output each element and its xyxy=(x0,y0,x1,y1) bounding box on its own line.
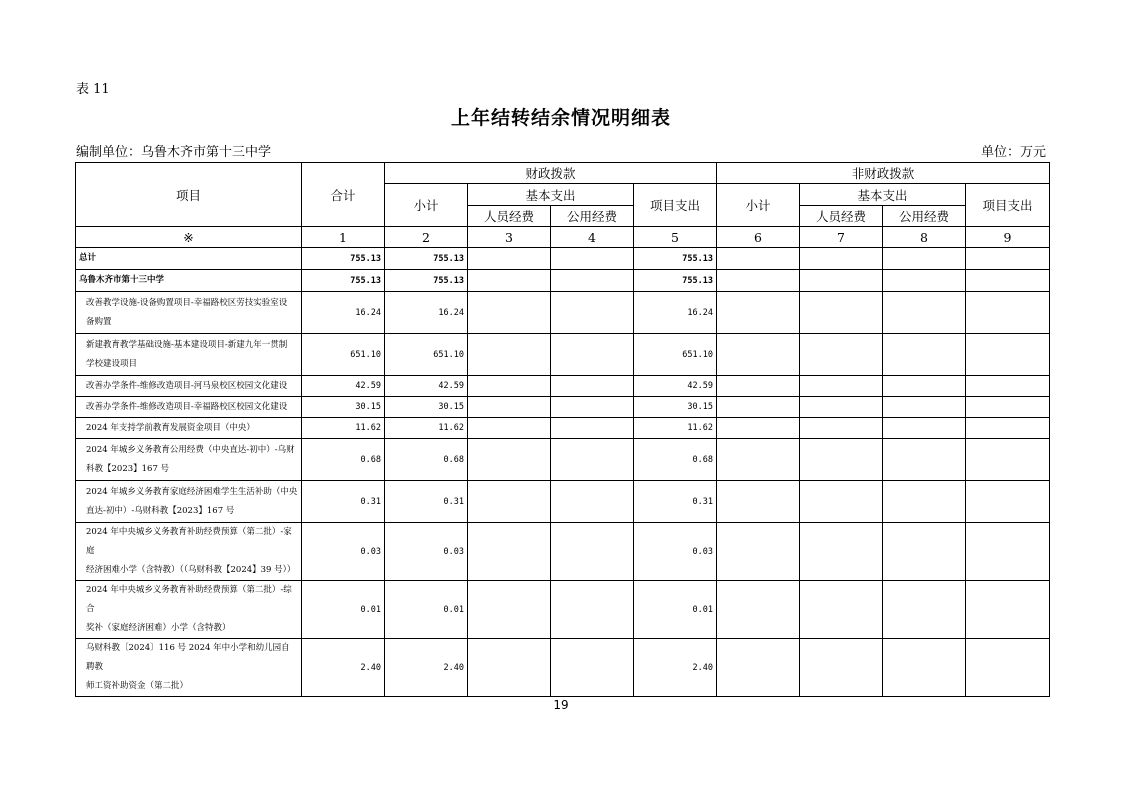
cell-nonfiscal-subtotal xyxy=(717,248,800,270)
table-row xyxy=(76,481,1050,523)
table-row xyxy=(76,418,1050,439)
cell-fiscal-personnel xyxy=(468,639,551,697)
cell-nonfiscal-project xyxy=(966,397,1050,418)
cell-fiscal-public xyxy=(551,523,634,581)
row-name xyxy=(76,523,302,581)
cell-nonfiscal-project xyxy=(966,639,1050,697)
cell-total: 0.03 xyxy=(302,523,385,581)
cell-fiscal-subtotal: 651.10 xyxy=(385,334,468,376)
cell-nonfiscal-personnel xyxy=(800,639,883,697)
row-name-line: 2024 年中央城乡义务教育补助经费预算（第二批）-家庭 xyxy=(86,527,292,556)
cell-total: 30.15 xyxy=(302,397,385,418)
cell-nonfiscal-project xyxy=(966,481,1050,523)
column-index: 8 xyxy=(883,227,966,248)
header-fiscal-basic-expenditure: 基本支出 xyxy=(468,184,634,206)
row-name: 乌鲁木齐市第十三中学 xyxy=(76,270,302,292)
carryover-balance-table xyxy=(75,162,1050,697)
table-row xyxy=(76,439,1050,481)
cell-nonfiscal-public xyxy=(883,397,966,418)
table-number: 表 11 xyxy=(76,82,110,97)
cell-fiscal-public xyxy=(551,581,634,639)
cell-total: 0.68 xyxy=(302,439,385,481)
column-index-row xyxy=(76,227,1050,248)
cell-fiscal-project: 0.31 xyxy=(634,481,717,523)
cell-nonfiscal-public xyxy=(883,639,966,697)
cell-fiscal-public xyxy=(551,292,634,334)
cell-fiscal-subtotal: 11.62 xyxy=(385,418,468,439)
header-fiscal-public: 公用经费 xyxy=(551,206,634,227)
cell-nonfiscal-project xyxy=(966,292,1050,334)
row-name xyxy=(76,581,302,639)
table-row xyxy=(76,639,1050,697)
cell-nonfiscal-subtotal xyxy=(717,439,800,481)
cell-fiscal-project: 755.13 xyxy=(634,270,717,292)
cell-nonfiscal-personnel xyxy=(800,523,883,581)
cell-nonfiscal-public xyxy=(883,418,966,439)
cell-nonfiscal-personnel xyxy=(800,292,883,334)
column-index: 1 xyxy=(302,227,385,248)
row-name xyxy=(76,481,302,523)
cell-total: 755.13 xyxy=(302,270,385,292)
cell-fiscal-personnel xyxy=(468,439,551,481)
cell-nonfiscal-subtotal xyxy=(717,481,800,523)
cell-fiscal-project: 42.59 xyxy=(634,376,717,397)
cell-fiscal-subtotal: 755.13 xyxy=(385,248,468,270)
header-non-fiscal-appropriation: 非财政拨款 xyxy=(717,163,1050,184)
cell-fiscal-project: 0.03 xyxy=(634,523,717,581)
cell-fiscal-public xyxy=(551,376,634,397)
header-nonfiscal-project-expenditure: 项目支出 xyxy=(966,184,1050,227)
cell-total: 16.24 xyxy=(302,292,385,334)
cell-fiscal-project: 2.40 xyxy=(634,639,717,697)
cell-nonfiscal-subtotal xyxy=(717,397,800,418)
cell-fiscal-subtotal: 2.40 xyxy=(385,639,468,697)
row-name: 总计 xyxy=(76,248,302,270)
cell-fiscal-personnel xyxy=(468,523,551,581)
row-name: 2024 年支持学前教育发展资金项目（中央） xyxy=(76,418,302,439)
cell-total: 755.13 xyxy=(302,248,385,270)
column-index: 2 xyxy=(385,227,468,248)
cell-nonfiscal-personnel xyxy=(800,270,883,292)
cell-total: 42.59 xyxy=(302,376,385,397)
cell-nonfiscal-personnel xyxy=(800,376,883,397)
cell-fiscal-project: 0.01 xyxy=(634,581,717,639)
cell-fiscal-personnel xyxy=(468,581,551,639)
cell-nonfiscal-public xyxy=(883,270,966,292)
column-index: 6 xyxy=(717,227,800,248)
page-number: 19 xyxy=(553,698,569,712)
row-name-line: 2024 年城乡义务教育家庭经济困难学生生活补助（中央 xyxy=(86,486,298,497)
row-name-line: 乌财科教〔2024〕116 号 2024 年中小学和幼儿园自聘教 xyxy=(86,643,290,672)
row-name-line: 经济困难小学（含特教）（（乌财科教【2024】39 号）） xyxy=(86,565,296,575)
cell-fiscal-personnel xyxy=(468,334,551,376)
header-nonfiscal-public: 公用经费 xyxy=(883,206,966,227)
row-name-line: 备购置 xyxy=(86,316,112,327)
row-name xyxy=(76,439,302,481)
cell-fiscal-project: 755.13 xyxy=(634,248,717,270)
cell-fiscal-personnel xyxy=(468,481,551,523)
cell-fiscal-public xyxy=(551,270,634,292)
cell-fiscal-project: 30.15 xyxy=(634,397,717,418)
column-index: 4 xyxy=(551,227,634,248)
table-row xyxy=(76,292,1050,334)
cell-fiscal-public xyxy=(551,397,634,418)
cell-nonfiscal-project xyxy=(966,376,1050,397)
cell-nonfiscal-project xyxy=(966,248,1050,270)
row-name xyxy=(76,334,302,376)
cell-fiscal-public xyxy=(551,639,634,697)
cell-nonfiscal-public xyxy=(883,523,966,581)
table-row xyxy=(76,581,1050,639)
cell-nonfiscal-public xyxy=(883,334,966,376)
cell-total: 0.01 xyxy=(302,581,385,639)
cell-nonfiscal-subtotal xyxy=(717,376,800,397)
row-name-line: 师工资补助资金（第二批） xyxy=(86,681,189,691)
cell-total: 2.40 xyxy=(302,639,385,697)
cell-nonfiscal-project xyxy=(966,439,1050,481)
row-name-line: 直达-初中）-乌财科教【2023】167 号 xyxy=(86,505,235,516)
table-row-school xyxy=(76,270,1050,292)
cell-nonfiscal-subtotal xyxy=(717,639,800,697)
cell-fiscal-public xyxy=(551,418,634,439)
cell-nonfiscal-personnel xyxy=(800,439,883,481)
header-row-1 xyxy=(76,163,1050,184)
cell-fiscal-personnel xyxy=(468,376,551,397)
cell-nonfiscal-subtotal xyxy=(717,334,800,376)
column-index: 9 xyxy=(966,227,1050,248)
cell-fiscal-project: 11.62 xyxy=(634,418,717,439)
column-index: 7 xyxy=(800,227,883,248)
cell-nonfiscal-personnel xyxy=(800,397,883,418)
cell-fiscal-public xyxy=(551,248,634,270)
cell-total: 0.31 xyxy=(302,481,385,523)
cell-fiscal-subtotal: 0.03 xyxy=(385,523,468,581)
header-fiscal-appropriation: 财政拨款 xyxy=(385,163,717,184)
cell-nonfiscal-subtotal xyxy=(717,292,800,334)
cell-fiscal-subtotal: 16.24 xyxy=(385,292,468,334)
cell-fiscal-subtotal: 0.01 xyxy=(385,581,468,639)
header-nonfiscal-personnel: 人员经费 xyxy=(800,206,883,227)
row-name: 改善办学条件-维修改造项目-幸福路校区校园文化建设 xyxy=(76,397,302,418)
row-name xyxy=(76,639,302,697)
row-name: 改善办学条件-维修改造项目-河马泉校区校园文化建设 xyxy=(76,376,302,397)
row-name-line: 奖补（家庭经济困难）小学（含特教） xyxy=(86,623,231,633)
cell-nonfiscal-personnel xyxy=(800,481,883,523)
cell-fiscal-project: 16.24 xyxy=(634,292,717,334)
cell-fiscal-subtotal: 0.68 xyxy=(385,439,468,481)
cell-nonfiscal-subtotal xyxy=(717,523,800,581)
table-row-grand-total xyxy=(76,248,1050,270)
cell-nonfiscal-public xyxy=(883,376,966,397)
cell-nonfiscal-personnel xyxy=(800,334,883,376)
row-name-line: 改善教学设施-设备购置项目-幸福路校区劳技实验室设 xyxy=(86,297,288,308)
cell-fiscal-subtotal: 42.59 xyxy=(385,376,468,397)
cell-nonfiscal-public xyxy=(883,248,966,270)
cell-nonfiscal-project xyxy=(966,418,1050,439)
cell-fiscal-public xyxy=(551,334,634,376)
cell-nonfiscal-subtotal xyxy=(717,270,800,292)
cell-fiscal-project: 651.10 xyxy=(634,334,717,376)
cell-nonfiscal-public xyxy=(883,292,966,334)
column-index: 5 xyxy=(634,227,717,248)
header-project: 项目 xyxy=(76,163,302,227)
row-name-line: 科教【2023】167 号 xyxy=(86,463,170,474)
cell-nonfiscal-project xyxy=(966,523,1050,581)
cell-fiscal-personnel xyxy=(468,418,551,439)
cell-nonfiscal-subtotal xyxy=(717,581,800,639)
cell-fiscal-subtotal: 755.13 xyxy=(385,270,468,292)
cell-nonfiscal-project xyxy=(966,334,1050,376)
cell-fiscal-subtotal: 0.31 xyxy=(385,481,468,523)
cell-total: 11.62 xyxy=(302,418,385,439)
cell-fiscal-project: 0.68 xyxy=(634,439,717,481)
column-index: 3 xyxy=(468,227,551,248)
header-total: 合计 xyxy=(302,163,385,227)
column-index: ※ xyxy=(76,227,302,248)
cell-nonfiscal-subtotal xyxy=(717,418,800,439)
header-fiscal-subtotal: 小计 xyxy=(385,184,468,227)
cell-fiscal-subtotal: 30.15 xyxy=(385,397,468,418)
cell-nonfiscal-project xyxy=(966,270,1050,292)
cell-nonfiscal-personnel xyxy=(800,248,883,270)
header-fiscal-personnel: 人员经费 xyxy=(468,206,551,227)
cell-fiscal-personnel xyxy=(468,270,551,292)
cell-nonfiscal-personnel xyxy=(800,418,883,439)
header-nonfiscal-basic-expenditure: 基本支出 xyxy=(800,184,966,206)
cell-fiscal-public xyxy=(551,439,634,481)
compiling-unit: 编制单位：乌鲁木齐市第十三中学 xyxy=(76,145,272,160)
table-row xyxy=(76,523,1050,581)
table-row xyxy=(76,376,1050,397)
row-name-line: 2024 年中央城乡义务教育补助经费预算（第二批）-综合 xyxy=(86,585,292,614)
table-row xyxy=(76,334,1050,376)
table-row xyxy=(76,397,1050,418)
cell-total: 651.10 xyxy=(302,334,385,376)
cell-nonfiscal-project xyxy=(966,581,1050,639)
cell-fiscal-public xyxy=(551,481,634,523)
currency-unit: 单位：万元 xyxy=(980,145,1046,160)
cell-fiscal-personnel xyxy=(468,248,551,270)
row-name-line: 学校建设项目 xyxy=(86,358,138,369)
cell-nonfiscal-public xyxy=(883,481,966,523)
cell-fiscal-personnel xyxy=(468,292,551,334)
row-name-line: 2024 年城乡义务教育公用经费（中央直达-初中）-乌财 xyxy=(86,444,295,455)
cell-nonfiscal-personnel xyxy=(800,581,883,639)
cell-nonfiscal-public xyxy=(883,439,966,481)
cell-nonfiscal-public xyxy=(883,581,966,639)
header-fiscal-project-expenditure: 项目支出 xyxy=(634,184,717,227)
row-name-line: 新建教育教学基础设施-基本建设项目-新建九年一贯制 xyxy=(86,339,288,350)
document-title: 上年结转结余情况明细表 xyxy=(450,107,671,129)
row-name xyxy=(76,292,302,334)
header-nonfiscal-subtotal: 小计 xyxy=(717,184,800,227)
cell-fiscal-personnel xyxy=(468,397,551,418)
